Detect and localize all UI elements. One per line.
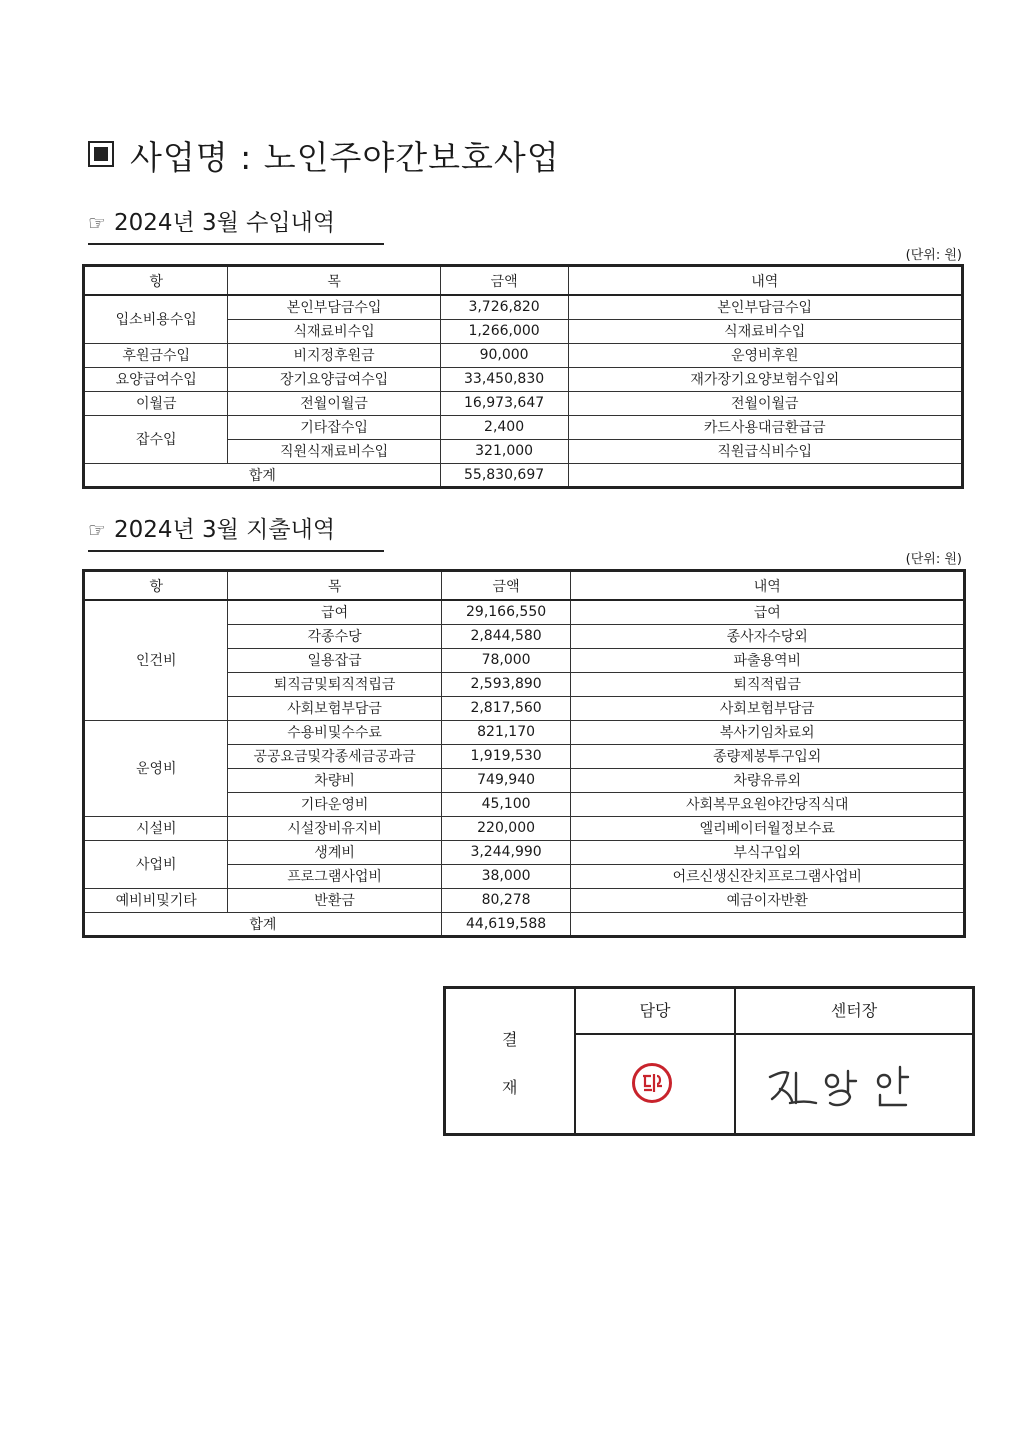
total-amount: 44,619,588 <box>441 912 571 936</box>
item-cell: 기타잡수입 <box>228 415 440 439</box>
approval-col-staff: 담당 <box>576 989 736 1035</box>
expense-heading: ☞ 2024년 3월 지출내역 <box>88 511 335 544</box>
total-row <box>84 463 963 487</box>
table-row <box>84 295 963 319</box>
item-cell: 비지정후원금 <box>228 343 440 367</box>
header-detail: 내역 <box>571 571 965 601</box>
staff-seal-cell <box>576 1035 736 1133</box>
category-cell: 이월금 <box>84 391 228 415</box>
amount-cell: 33,450,830 <box>440 367 568 391</box>
page-title: 사업명 : 노인주야간보호사업 <box>88 132 560 179</box>
amount-cell: 16,973,647 <box>440 391 568 415</box>
amount-cell: 220,000 <box>441 816 571 840</box>
detail-cell: 엘리베이터월정보수료 <box>571 816 965 840</box>
table-row <box>84 720 965 744</box>
table-row <box>84 391 963 415</box>
table-row <box>84 600 965 624</box>
amount-cell: 29,166,550 <box>441 600 571 624</box>
item-cell: 프로그램사업비 <box>228 864 441 888</box>
item-cell: 전월이월금 <box>228 391 440 415</box>
item-cell: 공공요금및각종세금공과금 <box>228 744 441 768</box>
handwritten-signature <box>766 1055 946 1115</box>
detail-cell: 사회복무요원야간당직식대 <box>571 792 965 816</box>
category-cell: 잡수입 <box>84 415 228 463</box>
item-cell: 본인부담금수입 <box>228 295 440 319</box>
header-item: 목 <box>228 571 441 601</box>
item-cell: 생계비 <box>228 840 441 864</box>
detail-cell: 운영비후원 <box>568 343 963 367</box>
amount-cell: 2,844,580 <box>441 624 571 648</box>
detail-cell: 직원급식비수입 <box>568 439 963 463</box>
approval-label-top: 결 <box>502 1030 518 1049</box>
total-detail-empty <box>568 463 963 487</box>
item-cell: 차량비 <box>228 768 441 792</box>
category-cell: 시설비 <box>84 816 228 840</box>
checkbox-square-icon <box>88 141 114 167</box>
header-amount: 금액 <box>440 266 568 296</box>
table-row <box>84 840 965 864</box>
detail-cell: 종량제봉투구입외 <box>571 744 965 768</box>
detail-cell: 식재료비수입 <box>568 319 963 343</box>
header-category: 항 <box>84 266 228 296</box>
total-row <box>84 912 965 936</box>
detail-cell: 재가장기요양보험수입외 <box>568 367 963 391</box>
total-amount: 55,830,697 <box>440 463 568 487</box>
amount-cell: 38,000 <box>441 864 571 888</box>
item-cell: 시설장비유지비 <box>228 816 441 840</box>
detail-cell: 본인부담금수입 <box>568 295 963 319</box>
category-cell: 요양급여수입 <box>84 367 228 391</box>
pointing-hand-icon: ☞ <box>88 518 106 542</box>
pointing-hand-icon: ☞ <box>88 211 106 235</box>
amount-cell: 2,817,560 <box>441 696 571 720</box>
detail-cell: 부식구입외 <box>571 840 965 864</box>
item-cell: 식재료비수입 <box>228 319 440 343</box>
amount-cell: 2,400 <box>440 415 568 439</box>
item-cell: 기타운영비 <box>228 792 441 816</box>
table-row <box>84 888 965 912</box>
detail-cell: 카드사용대금환급금 <box>568 415 963 439</box>
header-item: 목 <box>228 266 440 296</box>
detail-cell: 전월이월금 <box>568 391 963 415</box>
total-label: 합계 <box>84 912 442 936</box>
item-cell: 각종수당 <box>228 624 441 648</box>
income-heading: ☞ 2024년 3월 수입내역 <box>88 204 335 237</box>
director-signature-cell <box>736 1035 972 1133</box>
expense-unit: (단위: 원) <box>905 552 962 567</box>
table-row <box>84 816 965 840</box>
category-cell: 운영비 <box>84 720 228 816</box>
header-amount: 금액 <box>441 571 571 601</box>
amount-cell: 821,170 <box>441 720 571 744</box>
amount-cell: 749,940 <box>441 768 571 792</box>
amount-cell: 1,266,000 <box>440 319 568 343</box>
detail-cell: 파출용역비 <box>571 648 965 672</box>
amount-cell: 1,919,530 <box>441 744 571 768</box>
item-cell: 사회보험부담금 <box>228 696 441 720</box>
total-label: 합계 <box>84 463 441 487</box>
detail-cell: 복사기임차료외 <box>571 720 965 744</box>
item-cell: 퇴직금및퇴직적립금 <box>228 672 441 696</box>
amount-cell: 321,000 <box>440 439 568 463</box>
category-cell: 예비비및기타 <box>84 888 228 912</box>
detail-cell: 어르신생신잔치프로그램사업비 <box>571 864 965 888</box>
approval-box <box>443 986 975 1136</box>
item-cell: 수용비및수수료 <box>228 720 441 744</box>
total-detail-empty <box>571 912 965 936</box>
red-seal-stamp <box>632 1063 672 1103</box>
detail-cell: 종사자수당외 <box>571 624 965 648</box>
category-cell: 입소비용수입 <box>84 295 228 343</box>
category-cell: 사업비 <box>84 840 228 888</box>
amount-cell: 3,726,820 <box>440 295 568 319</box>
detail-cell: 퇴직적립금 <box>571 672 965 696</box>
amount-cell: 78,000 <box>441 648 571 672</box>
income-table <box>82 264 964 489</box>
category-cell: 인건비 <box>84 600 228 720</box>
item-cell: 반환금 <box>228 888 441 912</box>
amount-cell: 3,244,990 <box>441 840 571 864</box>
approval-col-director: 센터장 <box>736 989 972 1035</box>
header-category: 항 <box>84 571 228 601</box>
detail-cell: 예금이자반환 <box>571 888 965 912</box>
detail-cell: 급여 <box>571 600 965 624</box>
income-unit: (단위: 원) <box>905 248 962 263</box>
expense-table <box>82 569 966 938</box>
header-detail: 내역 <box>568 266 963 296</box>
table-row <box>84 367 963 391</box>
table-row <box>84 415 963 439</box>
item-cell: 급여 <box>228 600 441 624</box>
amount-cell: 80,278 <box>441 888 571 912</box>
item-cell: 장기요양급여수입 <box>228 367 440 391</box>
amount-cell: 2,593,890 <box>441 672 571 696</box>
item-cell: 직원식재료비수입 <box>228 439 440 463</box>
category-cell: 후원금수입 <box>84 343 228 367</box>
amount-cell: 45,100 <box>441 792 571 816</box>
amount-cell: 90,000 <box>440 343 568 367</box>
approval-label-bottom: 재 <box>502 1078 518 1097</box>
detail-cell: 차량유류외 <box>571 768 965 792</box>
item-cell: 일용잡급 <box>228 648 441 672</box>
detail-cell: 사회보험부담금 <box>571 696 965 720</box>
table-row <box>84 343 963 367</box>
approval-label-column <box>446 989 576 1133</box>
